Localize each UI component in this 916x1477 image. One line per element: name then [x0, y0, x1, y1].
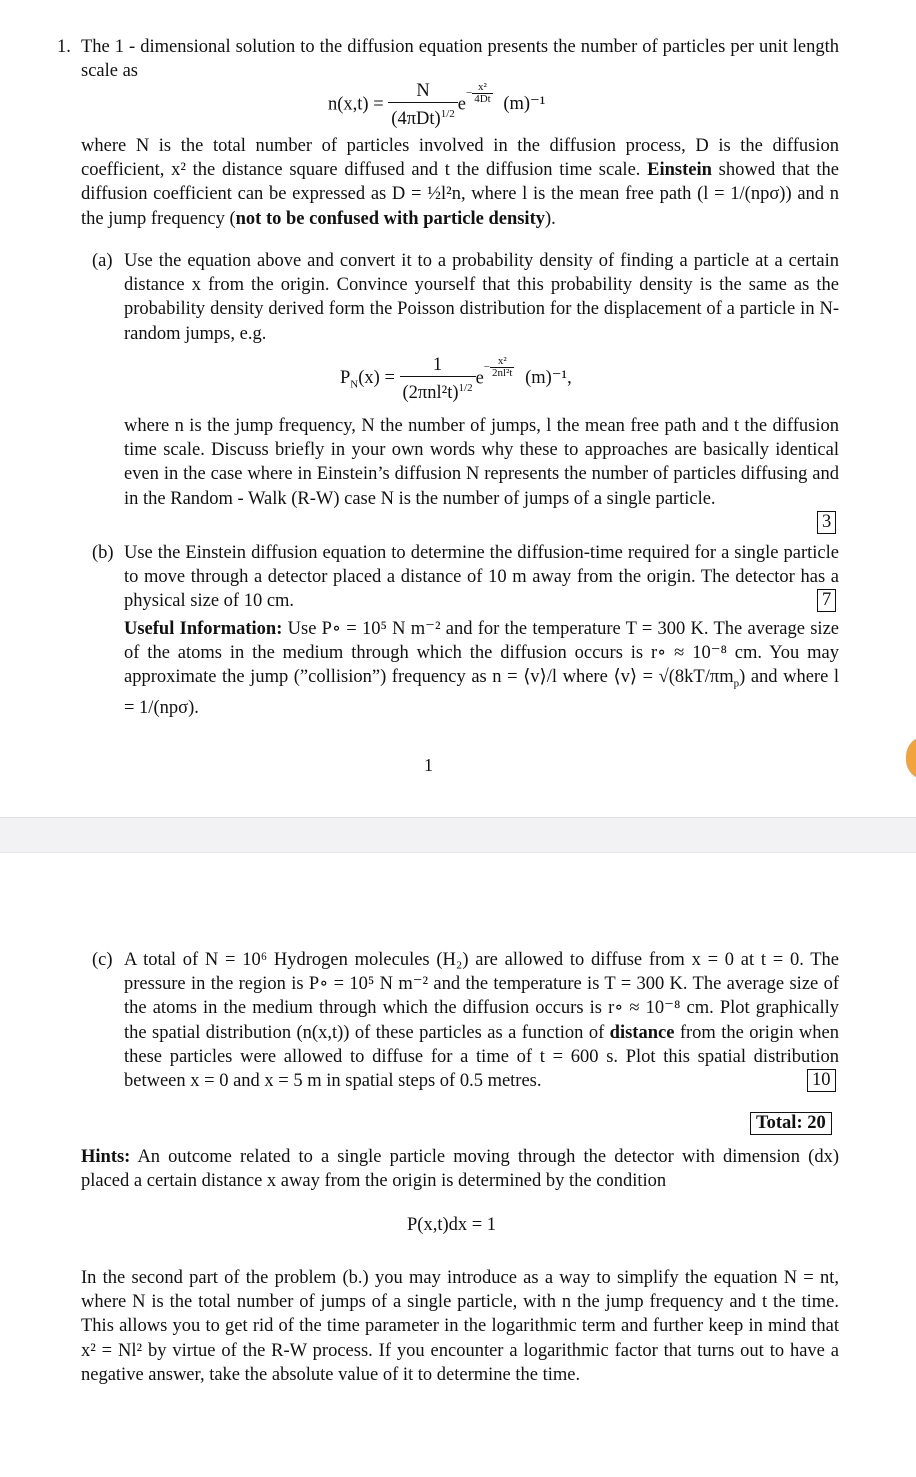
eq1-e: e: [457, 94, 466, 115]
eq1-exponent: − $\frac{\text{x²}}{4Dt}$: [465, 81, 491, 106]
eq2-numerator: 1: [400, 354, 476, 377]
part-a-text: Use the equation above and convert it to a probability density of finding a particle at a certain distance x from the origin. Convince yourself that this probability density is the same as the probability density derived form the Poisson distribution for the displacement of a particle in N-random jumps, e.g.: [124, 251, 839, 344]
eq1-lhs: n(x,t) =: [328, 94, 384, 115]
eq1-denominator: [388, 103, 457, 130]
eq2-exponent: − $\frac{\text{x²}}{\text{2nl²t}}$: [483, 355, 513, 380]
page-number: 1: [424, 755, 433, 775]
eq1-numerator: N: [388, 80, 457, 103]
part-c-marks: 10: [807, 1069, 836, 1092]
eq1-unit: (m)⁻¹: [503, 94, 546, 115]
equation-diffusion-solution: [328, 80, 545, 130]
para1-text-a: where N is the total number of particles involved in the diffusion process, D is the diffusion coefficient, x² the distance square diffused and t the diffusion time scale.: [81, 136, 839, 181]
eq2-den-exp: 1/2: [458, 382, 473, 394]
hints-label: Hints:: [81, 1147, 131, 1167]
para1-bold-note: not to be confused with particle density: [235, 208, 545, 229]
final-paragraph: In the second part of the problem (b.) you may introduce as a way to simplify the equation N = nt, where N is the total number of jumps of a single particle, with n the jump frequency and t the time. This allows you to get rid of the time parameter in the logarithmic term and further keep in mind that x² = Nl² by virtue of the R-W process. If you encounter a logarithmic factor that turns out to have a negative answer, take the absolute value of it to determine the time.: [81, 1268, 839, 1385]
eq2-den-base: (2πnl²t): [402, 383, 459, 404]
part-b-text: Use the Einstein diffusion equation to determine the diffusion-time required for a single particle to move through a detector placed a distance of 10 m away from the origin. The detector has a physical size of 10 cm.: [124, 543, 839, 612]
part-c-label: (c): [92, 950, 113, 970]
part-a-marks: 3: [817, 511, 836, 534]
part-a-label: (a): [92, 251, 113, 271]
floating-scroll-button[interactable]: [906, 736, 916, 780]
eq2-lhs: [340, 368, 395, 392]
question-number: 1.: [57, 37, 71, 57]
eq1-den-base: (4πDt): [391, 109, 441, 130]
para1-einstein: Einstein: [647, 160, 712, 181]
part-a-discussion: where n is the jump frequency, N the number of jumps, l the mean free path and t the diffusion time scale. Discuss briefly in your own words why these to approaches are basically identical even in the case where in Einstein’s diffusion N represents the number of particles diffusing and in the Random - Walk (R-W) case N is the number of jumps of a single particle.: [124, 416, 839, 509]
eq2-lhs-sub: N: [350, 379, 359, 392]
part-b-marks: 7: [817, 589, 836, 612]
page-separator: [0, 817, 916, 853]
eq2-exp-den: 2nl²t: [492, 367, 513, 380]
hints-text: An outcome related to a single particle moving through the detector with dimension (dx) placed a certain distance x away from the origin is determined by the condition: [81, 1147, 839, 1192]
eq2-lhs-p: P: [340, 368, 351, 389]
eq2-denominator: [400, 377, 476, 404]
hint-equation: P(x,t)dx = 1: [407, 1215, 497, 1235]
eq2-e: e: [475, 368, 484, 389]
useful-info-text: Use P∘ = 10⁵ N m⁻² and for the temperature T = 300 K. The average size of the atoms in the medium through which the diffusion occurs is r∘ ≈ 10⁻⁸ cm. You may approximate the jump (”collision”) frequency as n = ⟨v⟩/l where ⟨v⟩ = √(8kT/πm: [124, 619, 839, 688]
part-b-label: (b): [92, 543, 114, 563]
total-marks: Total: 20: [750, 1112, 832, 1135]
hints-paragraph: [81, 1145, 839, 1193]
part-c-bold: distance: [609, 1022, 675, 1043]
useful-info-text-end: ) and where l = 1/(n: [124, 667, 839, 719]
eq1-den-exp: 1/2: [440, 108, 455, 120]
useful-information: [124, 617, 839, 721]
part-c-text: [124, 948, 839, 1093]
useful-info-label: Useful Information:: [124, 619, 283, 639]
para1-text-b: showed that the diffusion coefficient can be expressed as D = ½l²n, where l is the mean free path (l = 1/(n: [81, 160, 839, 205]
para1-end: ).: [545, 208, 556, 229]
eq2-exp-num: x²: [490, 356, 514, 368]
useful-info-tail: pσ).: [168, 698, 199, 719]
paragraph-definitions: [81, 134, 839, 231]
equation-poisson-density: [340, 354, 572, 404]
question-intro: The 1 - dimensional solution to the diffusion equation presents the number of particles per unit length scale as: [81, 37, 839, 82]
part-c-text-b: from the origin when these particles were allowed to diffuse for a time of t = 600 s. Plot this spatial distribution between x = 0 and x = 5 m in spatial steps of 0.5 metres.: [124, 1022, 839, 1092]
para1-text-c: pσ)) and n the jump frequency (: [81, 184, 839, 229]
eq2-fraction: [400, 354, 476, 404]
eq2-lhs-arg: (x) =: [358, 368, 395, 389]
eq1-exp-den: 4Dt: [474, 93, 491, 106]
eq2-unit: (m)⁻¹,: [525, 368, 572, 389]
part-c-text-a: A total of N = 10⁶ Hydrogen molecules (H₂) are allowed to diffuse from x = 0 at t = 0. The pressure in the region is P∘ = 10⁵ N m⁻² and the temperature is T = 300 K. The average size of the atoms in the medium through which the diffusion occurs is r∘ ≈ 10⁻⁸ cm. Plot graphically the spatial distribution (n(x,t)) of these particles as a function of: [124, 950, 839, 1043]
useful-info-sub-p: p: [733, 678, 740, 691]
eq1-fraction: [388, 80, 457, 130]
eq1-exp-num: x²: [472, 82, 493, 94]
